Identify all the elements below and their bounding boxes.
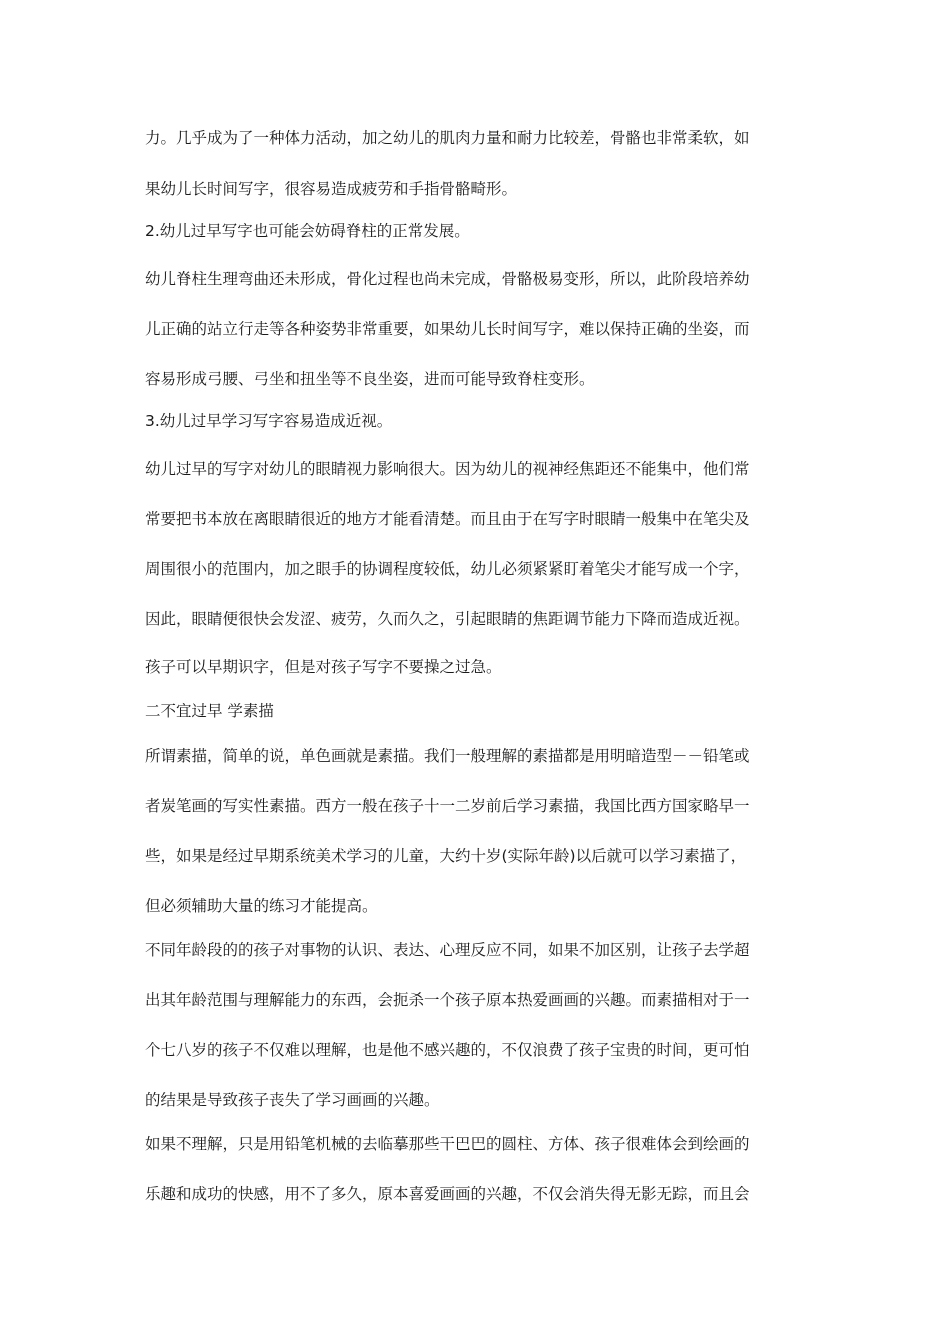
text-line: 所谓素描，简单的说，单色画就是素描。我们一般理解的素描都是用明暗造型－－铅笔或 bbox=[145, 747, 750, 765]
text-line: 力。几乎成为了一种体力活动，加之幼儿的肌肉力量和耐力比较差，骨骼也非常柔软，如 bbox=[145, 129, 750, 147]
section-heading: 3.幼儿过早学习写字容易造成近视。 bbox=[145, 412, 393, 430]
text-line: 容易形成弓腰、弓坐和扭坐等不良坐姿，进而可能导致脊柱变形。 bbox=[145, 370, 595, 388]
section-heading: 2.幼儿过早写字也可能会妨碍脊柱的正常发展。 bbox=[145, 222, 470, 240]
text-line: 孩子可以早期识字，但是对孩子写字不要操之过急。 bbox=[145, 658, 502, 676]
text-line: 常要把书本放在离眼睛很近的地方才能看清楚。而且由于在写字时眼睛一般集中在笔尖及 bbox=[145, 510, 750, 528]
text-line: 但必须辅助大量的练习才能提高。 bbox=[145, 897, 378, 915]
text-line: 些，如果是经过早期系统美术学习的儿童，大约十岁(实际年龄)以后就可以学习素描了， bbox=[145, 847, 747, 865]
text-line: 因此，眼睛便很快会发涩、疲劳，久而久之，引起眼睛的焦距调节能力下降而造成近视。 bbox=[145, 610, 750, 628]
text-line: 如果不理解，只是用铅笔机械的去临摹那些干巴巴的圆柱、方体、孩子很难体会到绘画的 bbox=[145, 1135, 750, 1153]
text-line: 个七八岁的孩子不仅难以理解，也是他不感兴趣的，不仅浪费了孩子宝贵的时间，更可怕 bbox=[145, 1041, 750, 1059]
text-line: 出其年龄范围与理解能力的东西，会扼杀一个孩子原本热爱画画的兴趣。而素描相对于一 bbox=[145, 991, 750, 1009]
text-line: 的结果是导致孩子丧失了学习画画的兴趣。 bbox=[145, 1091, 440, 1109]
section-heading: 二不宜过早 学素描 bbox=[145, 702, 274, 720]
text-line: 周围很小的范围内，加之眼手的协调程度较低，幼儿必须紧紧盯着笔尖才能写成一个字， bbox=[145, 560, 750, 578]
text-line: 乐趣和成功的快感，用不了多久，原本喜爱画画的兴趣，不仅会消失得无影无踪，而且会 bbox=[145, 1185, 750, 1203]
text-line: 者炭笔画的写实性素描。西方一般在孩子十一二岁前后学习素描，我国比西方国家略早一 bbox=[145, 797, 750, 815]
text-line: 幼儿脊柱生理弯曲还未形成，骨化过程也尚未完成，骨骼极易变形，所以，此阶段培养幼 bbox=[145, 270, 750, 288]
text-line: 儿正确的站立行走等各种姿势非常重要，如果幼儿长时间写字，难以保持正确的坐姿，而 bbox=[145, 320, 750, 338]
text-line: 不同年龄段的的孩子对事物的认识、表达、心理反应不同，如果不加区别，让孩子去学超 bbox=[145, 941, 750, 959]
text-line: 幼儿过早的写字对幼儿的眼睛视力影响很大。因为幼儿的视神经焦距还不能集中，他们常 bbox=[145, 460, 750, 478]
text-line: 果幼儿长时间写字，很容易造成疲劳和手指骨骼畸形。 bbox=[145, 180, 518, 198]
